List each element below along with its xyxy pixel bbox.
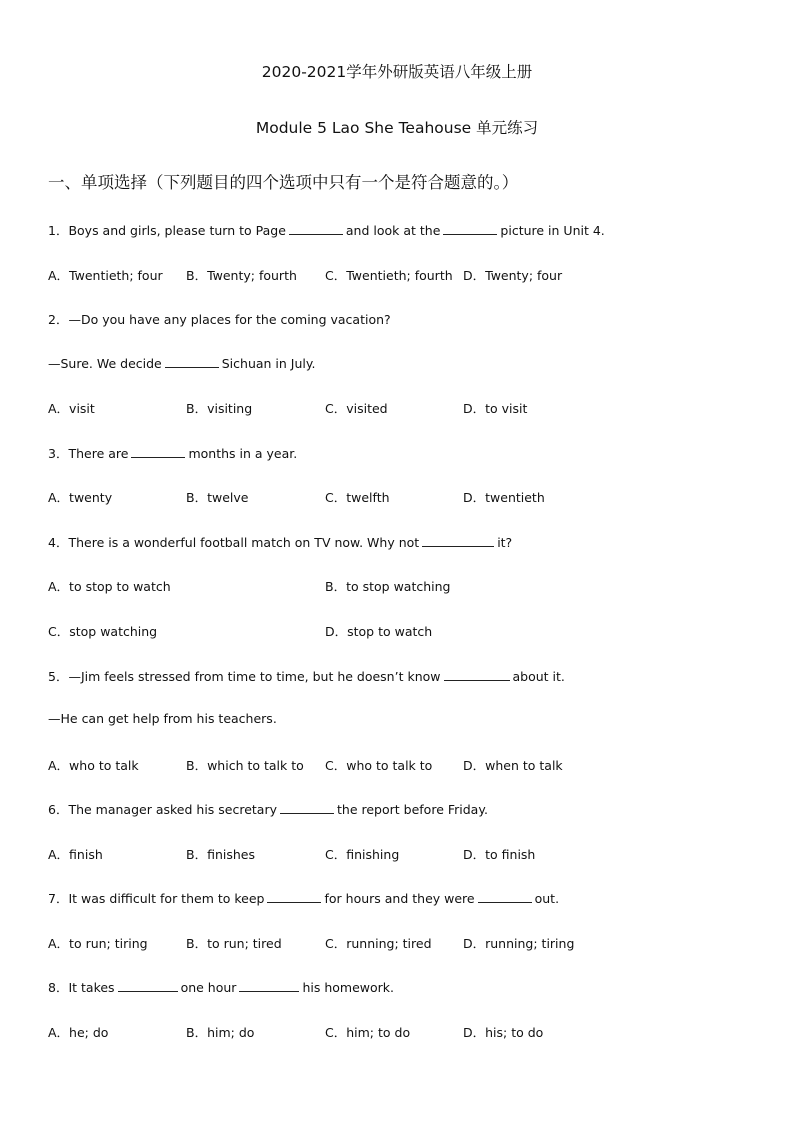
answer-blank	[422, 534, 494, 547]
option-a: A．to run; tiring	[48, 936, 148, 951]
option-c: C．running; tired	[325, 936, 432, 951]
answer-blank	[118, 979, 178, 992]
q8-text-c: his homework.	[302, 980, 394, 995]
answer-blank	[478, 890, 532, 903]
question-4-options-row1	[0, 577, 794, 597]
q6-text-a: 6．The manager asked his secretary	[48, 802, 278, 817]
option-c: C．finishing	[325, 847, 400, 862]
q5-text-b: about it.	[512, 669, 565, 684]
option-b: B．to stop watching	[325, 579, 451, 594]
question-1-options	[0, 266, 794, 286]
option-c: C．stop watching	[48, 624, 158, 639]
option-d: D．to finish	[463, 847, 536, 862]
option-d: D．when to talk	[463, 758, 563, 773]
option-c: C．visited	[325, 401, 388, 416]
option-d: D．twentieth	[463, 490, 545, 505]
answer-blank	[165, 355, 219, 368]
option-b: B．which to talk to	[186, 758, 304, 773]
option-d: D．his; to do	[463, 1025, 544, 1040]
option-a: A．who to talk	[48, 758, 139, 773]
q2-text-b: Sichuan in July.	[221, 356, 316, 371]
question-8-stem	[48, 978, 394, 996]
option-b: B．twelve	[186, 490, 249, 505]
option-d: D．to visit	[463, 401, 528, 416]
question-2-reply	[48, 355, 315, 371]
option-c: C．Twentieth; fourth	[325, 268, 453, 283]
q1-text-c: picture in Unit 4.	[500, 223, 605, 238]
option-d: D．running; tiring	[463, 936, 575, 951]
question-8-options	[0, 1023, 794, 1043]
option-a: A．Twentieth; four	[48, 268, 163, 283]
option-a: A．he; do	[48, 1025, 109, 1040]
question-2-stem: 2．—Do you have any places for the coming vacation?	[48, 312, 391, 327]
worksheet-title: 2020-2021学年外研版英语八年级上册	[261, 63, 533, 81]
answer-blank	[289, 222, 343, 235]
question-3-options	[0, 488, 794, 508]
option-c: C．twelfth	[325, 490, 390, 505]
question-1-stem	[48, 221, 605, 239]
q7-text-c: out.	[534, 891, 560, 906]
option-a: A．visit	[48, 401, 95, 416]
q2-text-a: —Sure. We decide	[48, 356, 162, 371]
q6-text-b: the report before Friday.	[337, 802, 488, 817]
option-a: A．to stop to watch	[48, 579, 171, 594]
answer-blank	[239, 979, 299, 992]
section-heading: 一、单项选择（下列题目的四个选项中只有一个是符合题意的。）	[48, 173, 519, 192]
question-5-options	[0, 756, 794, 776]
answer-blank	[267, 890, 321, 903]
answer-blank	[280, 801, 334, 814]
option-b: B．him; do	[186, 1025, 255, 1040]
q1-text-a: 1．Boys and girls, please turn to Page	[48, 223, 286, 238]
question-6-options	[0, 845, 794, 865]
q1-text-b: and look at the	[345, 223, 441, 238]
option-c: C．who to talk to	[325, 758, 433, 773]
question-2-options	[0, 399, 794, 419]
q4-text-a: 4．There is a wonderful football match on TV now. Why not	[48, 535, 420, 550]
question-4-options-row2	[0, 622, 794, 642]
question-7-stem	[48, 889, 559, 907]
q7-text-b: for hours and they were	[324, 891, 475, 906]
q8-text-b: one hour	[180, 980, 237, 995]
question-5-stem	[48, 667, 565, 685]
question-4-stem	[48, 533, 512, 551]
question-3-stem	[48, 444, 297, 462]
q7-text-a: 7．It was difficult for them to keep	[48, 891, 265, 906]
option-b: B．Twenty; fourth	[186, 268, 297, 283]
option-a: A．finish	[48, 847, 103, 862]
worksheet-subtitle: Module 5 Lao She Teahouse 单元练习	[255, 119, 539, 137]
option-d: D．Twenty; four	[463, 268, 563, 283]
q3-text-a: 3．There are	[48, 446, 129, 461]
question-6-stem	[48, 800, 488, 818]
option-a: A．twenty	[48, 490, 113, 505]
question-7-options	[0, 934, 794, 954]
question-5-reply: —He can get help from his teachers.	[48, 711, 277, 726]
q5-text-a: 5．—Jim feels stressed from time to time, but he doesn’t know	[48, 669, 441, 684]
option-c: C．him; to do	[325, 1025, 411, 1040]
answer-blank	[443, 222, 497, 235]
q4-text-b: it?	[497, 535, 513, 550]
q3-text-b: months in a year.	[188, 446, 298, 461]
answer-blank	[131, 445, 185, 458]
answer-blank	[444, 668, 510, 681]
option-b: B．to run; tired	[186, 936, 282, 951]
option-d: D．stop to watch	[325, 624, 433, 639]
q8-text-a: 8．It takes	[48, 980, 115, 995]
option-b: B．finishes	[186, 847, 255, 862]
option-b: B．visiting	[186, 401, 253, 416]
